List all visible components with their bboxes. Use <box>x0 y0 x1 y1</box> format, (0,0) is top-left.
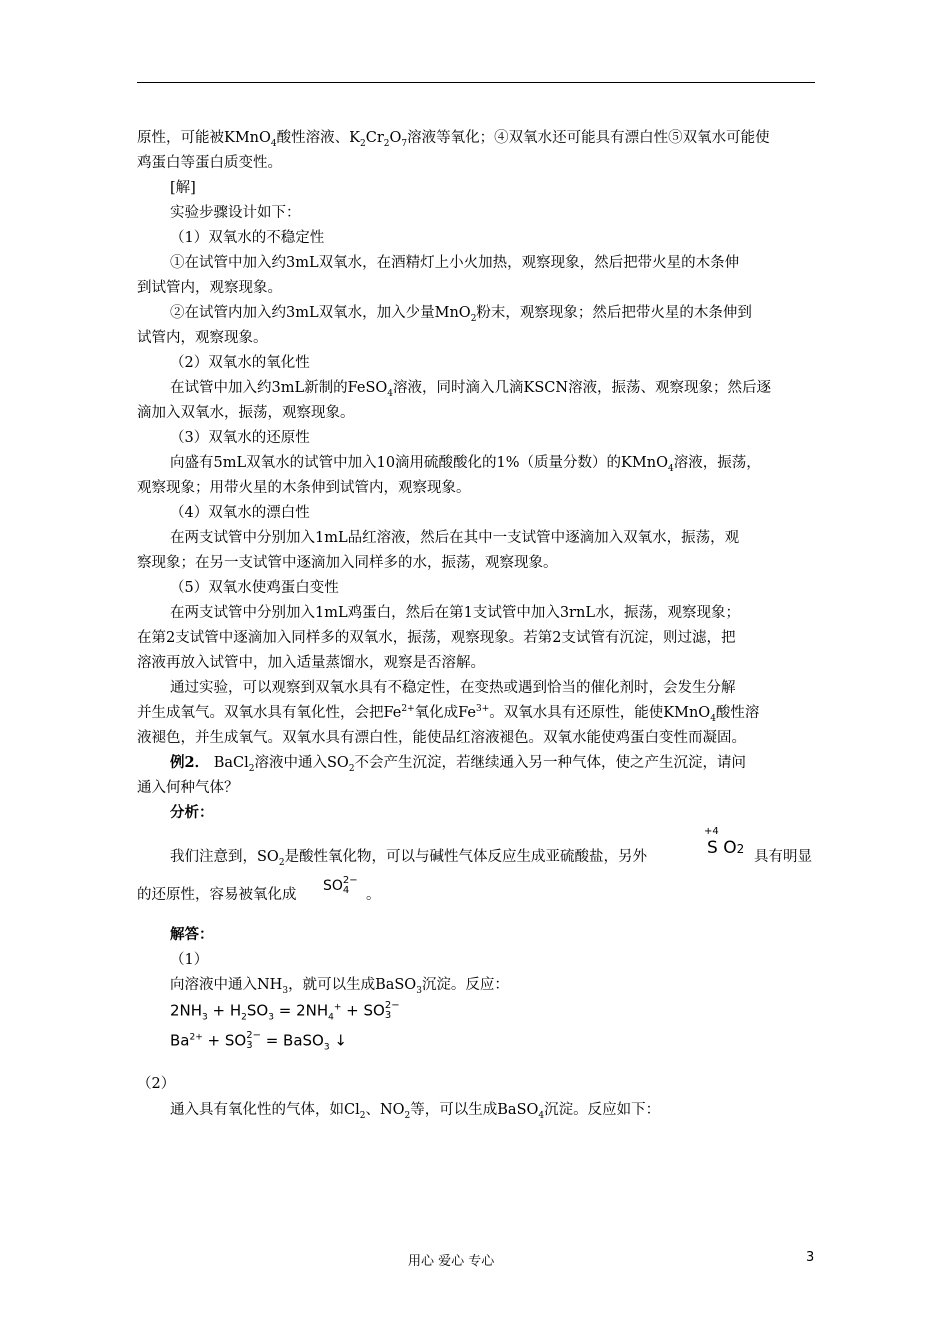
text-line: 向盛有5mL双氧水的试管中加入10滴用硫酸酸化的1%（质量分数）的KMnO$_4$溶液，振荡， <box>170 455 761 474</box>
text-line: 的还原性，容易被氧化成 <box>137 887 297 903</box>
text-line: ①在试管中加入约3mL双氧水，在酒精灯上小火加热，观察现象，然后把带火星的木条伸 <box>170 255 740 271</box>
text-line: 试管内，观察现象。 <box>137 330 268 346</box>
subheading: （1）双氧水的不稳定性 <box>170 230 325 246</box>
page-number: 3 <box>806 1250 815 1265</box>
down-arrow-icon: ↓ <box>334 1031 347 1050</box>
example-line: 例2． BaCl$_2$溶液中通入$SO_2$不会产生沉淀，若继续通入另一种气体，使之产生沉淀，请问 <box>170 754 747 774</box>
text-line: 鸡蛋白等蛋白质变性。 <box>137 155 282 171</box>
sulfate-ion: SO 2− 4 <box>323 875 358 896</box>
oxidation-state: +4 <box>704 826 719 837</box>
header-rule <box>137 82 815 83</box>
section-label: 分析： <box>170 804 214 821</box>
equation-1: $2NH_3 + H_2SO_3 = 2NH_4^+$ + SO 2− 3 <box>170 1000 400 1023</box>
text-line: 我们注意到，$SO_2$是酸性氧化物，可以与碱性气体反应生成亚硫酸盐，另外 <box>170 849 648 868</box>
text-line: 在第2支试管中逐滴加入同样多的双氧水，振荡，观察现象。若第2支试管有沉淀，则过滤，把 <box>137 630 736 646</box>
equation-2: $Ba^{2+}$ + SO 2− 3 = BaSO$_3$ ↓ <box>170 1030 347 1053</box>
section-label: 解答： <box>170 926 214 943</box>
text-line: 察现象；在另一支试管中逐滴加入同样多的水，振荡，观察现象。 <box>137 555 558 571</box>
text-line: （2） <box>137 1076 176 1092</box>
text-line: 通过实验，可以观察到双氧水具有不稳定性，在变热或遇到恰当的催化剂时，会发生分解 <box>170 680 736 696</box>
subheading: （2）双氧水的氧化性 <box>170 355 310 371</box>
oxidation-element: S O2 <box>707 838 745 858</box>
text-line: ②在试管内加入约3mL双氧水，加入少量MnO$_2$粉末，观察现象；然后把带火星的木条伸到 <box>170 305 752 324</box>
text-line: 通入具有氧化性的气体，如$Cl_2$、$NO_2$等，可以生成BaSO$_4$沉淀。反应如下： <box>170 1102 661 1121</box>
text-line: 具有明显 <box>754 849 812 865</box>
text-line: 在两支试管中分别加入1mL鸡蛋白，然后在第1支试管中加入3rnL水，振荡，观察现象； <box>170 605 740 621</box>
subheading: （4）双氧水的漂白性 <box>170 505 310 521</box>
footer-motto: 用心 爱心 专心 <box>408 1254 495 1269</box>
text-line: （1） <box>170 952 209 968</box>
text-line: 向溶液中通入$NH_3$，就可以生成BaSO$_3$沉淀。反应： <box>170 977 509 996</box>
text-line: 滴加入双氧水，振荡，观察现象。 <box>137 405 355 421</box>
text-line: 溶液再放入试管中，加入适量蒸馏水，观察是否溶解。 <box>137 655 485 671</box>
text-line: 在两支试管中分别加入1mL品红溶液，然后在其中一支试管中逐滴加入双氧水，振荡，观 <box>170 530 740 546</box>
text-line: 实验步骤设计如下： <box>170 205 301 221</box>
text-line: 到试管内，观察现象。 <box>137 280 282 296</box>
text-line: 原性，可能被KMnO$_4$酸性溶液、$K_2Cr_2O_7$溶液等氧化；④双氧水还可能具有漂白性⑤双氧水可能使 <box>137 130 770 149</box>
text-line: 在试管中加入约3mL新制的FeSO$_4$溶液，同时滴入几滴KSCN溶液，振荡、观察现象；然后逐 <box>170 380 772 399</box>
text-line: 观察现象；用带火星的木条伸到试管内，观察现象。 <box>137 480 471 496</box>
text-line: 通入何种气体？ <box>137 780 239 796</box>
example-label: 例2． <box>170 754 210 771</box>
section-label: [解] <box>170 180 196 196</box>
text-line: 液褪色，并生成氧气。双氧水具有漂白性，能使品红溶液褪色。双氧水能使鸡蛋白变性而凝固。 <box>137 730 746 746</box>
text-line: 并生成氧气。双氧水具有氧化性，会把$Fe^{2+}$氧化成$Fe^{3+}$。双氧水具有还原性，能使KMnO$_4$酸性溶 <box>137 704 760 724</box>
text-line: 。 <box>366 887 381 903</box>
subheading: （5）双氧水使鸡蛋白变性 <box>170 580 339 596</box>
subheading: （3）双氧水的还原性 <box>170 430 310 446</box>
